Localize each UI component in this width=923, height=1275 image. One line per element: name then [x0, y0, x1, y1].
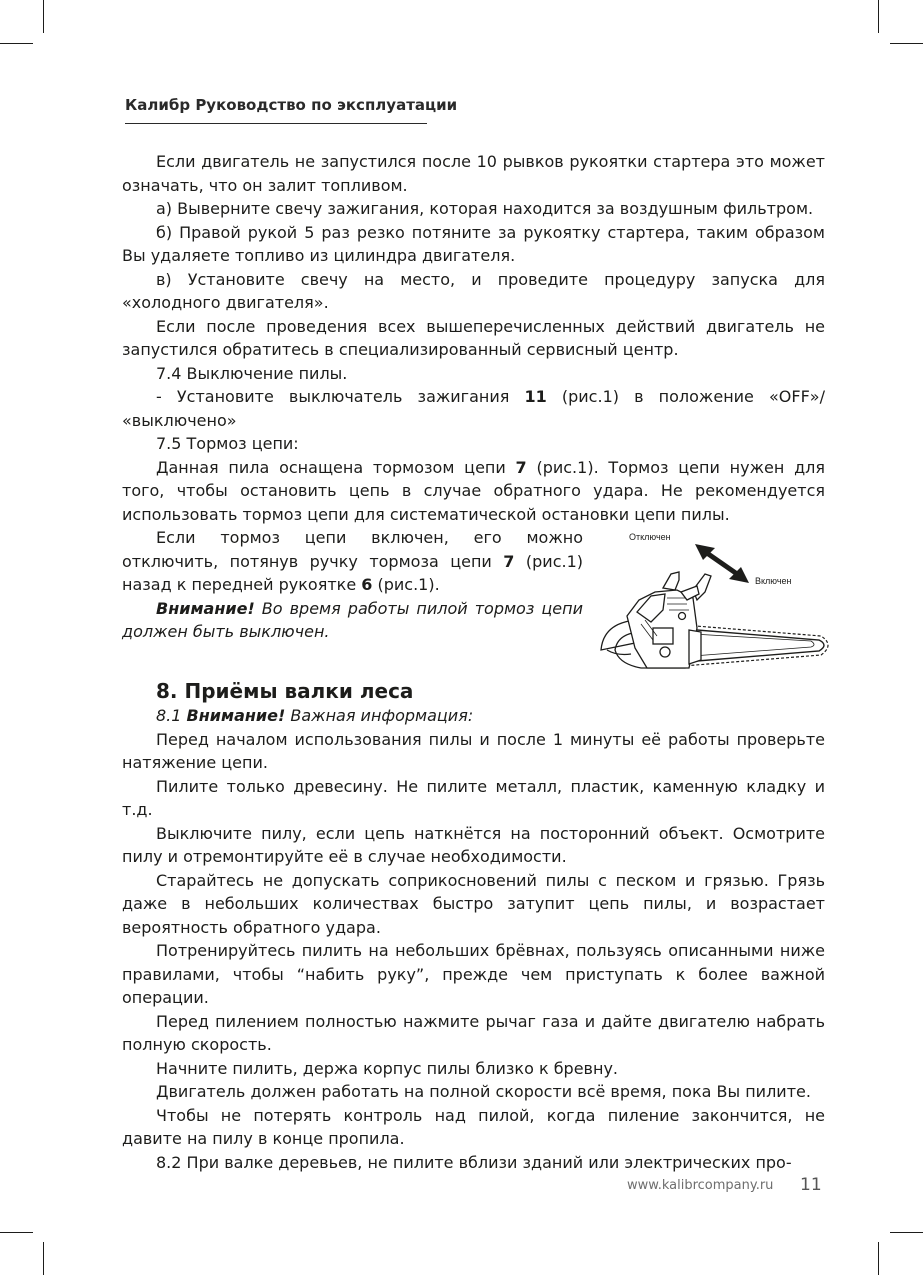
paragraph: Выключите пилу, если цепь наткнётся на посторонний объект. Осмотрите пилу и отремонтируйте её в случае необходимости. — [122, 823, 825, 866]
header-rule — [125, 123, 427, 124]
page-body — [122, 150, 825, 1174]
crop-mark — [878, 1242, 879, 1275]
crop-mark — [43, 0, 44, 33]
section-title: 8. Приёмы валки леса — [156, 679, 414, 703]
paragraph: Если двигатель не запустился после 10 рывков рукоятки стартера это может означать, что он залит топливом. — [122, 152, 825, 195]
paragraph-brake: Данная пила оснащена тормозом цепи 7 (рис.1). Тормоз цепи нужен для того, чтобы остановить цепь в случае обратного удара. Не рекомендуется использовать тормоз цепи для систематической остановки цепи пилы. — [122, 457, 826, 524]
chainsaw-illustration — [593, 528, 831, 678]
paragraph: Чтобы не потерять контроль над пилой, когда пиление закончится, не давите на пилу в конце пропила. — [122, 1105, 825, 1148]
page-number: 11 — [800, 1175, 822, 1195]
running-header: Калибр Руководство по эксплуатации — [125, 96, 458, 114]
crop-mark — [0, 1232, 33, 1233]
paragraph: Перед началом использования пилы и после 1 минуты её работы проверьте натяжение цепи. — [122, 729, 825, 772]
paragraph: Старайтесь не допускать соприкосновений пилы с песком и грязью. Грязь даже в небольших количествах быстро затупит цепь пилы, и возрастает вероятность обратного удара. — [122, 870, 825, 937]
footer-website: www.kalibrcompany.ru — [627, 1178, 774, 1193]
saw-body — [601, 572, 711, 668]
subsection-heading: 8.1 Внимание! Важная информация: — [156, 706, 474, 725]
chain-brake-figure — [593, 528, 831, 678]
paragraph: в) Установите свечу на место, и проведите процедуру запуска для «холодного двигателя». — [122, 269, 825, 312]
paragraph: Пилите только древесину. Не пилите металл, пластик, каменную кладку и т.д. — [122, 776, 825, 819]
paragraph: 7.4 Выключение пилы. — [156, 363, 348, 383]
paragraph: Начните пилить, держа корпус пилы близко к бревну. — [156, 1058, 618, 1078]
paragraph: 8.2 При валке деревьев, не пилите вблизи зданий или электрических про- — [156, 1152, 792, 1172]
paragraph: Перед пилением полностью нажмите рычаг газа и дайте двигателю набрать полную скорость. — [122, 1011, 825, 1054]
paragraph: Потренируйтесь пилить на небольших брёвнах, пользуясь описанными ниже правилами, чтобы “набить руку”, прежде чем приступать к более важной операции. — [122, 941, 825, 1007]
crop-mark — [0, 43, 33, 44]
paragraph-switch-off: - Установите выключатель зажигания 11 (рис.1) в положение «OFF»/ «выключено» — [122, 387, 825, 430]
paragraph: б) Правой рукой 5 раз резко потяните за рукоятку стартера, таким образом Вы удаляете топливо из цилиндра двигателя. — [122, 222, 825, 265]
chain-bar — [683, 625, 828, 666]
paragraph: 7.5 Тормоз цепи: — [156, 434, 299, 453]
paragraph-brake-warning: Внимание! Во время работы пилой тормоз цепи должен быть выключен. — [122, 598, 583, 641]
crop-mark — [878, 0, 879, 33]
paragraph-brake-release: Если тормоз цепи включен, его можно отключить, потянув ручку тормоза цепи 7 (рис.1) назад к передней рукоятке 6 (рис.1). — [122, 528, 584, 594]
paragraph: а) Выверните свечу зажигания, которая находится за воздушным фильтром. — [156, 199, 814, 218]
paragraph: Если после проведения всех вышеперечисленных действий двигатель не запустился обратитесь в специализированный сервисный центр. — [122, 316, 825, 359]
crop-mark — [43, 1242, 44, 1275]
figure-label-on: Включен — [755, 576, 792, 586]
crop-mark — [890, 43, 923, 44]
paragraph: Двигатель должен работать на полной скорости всё время, пока Вы пилите. — [156, 1082, 811, 1101]
figure-label-off: Отключен — [629, 532, 671, 542]
crop-mark — [890, 1232, 923, 1233]
